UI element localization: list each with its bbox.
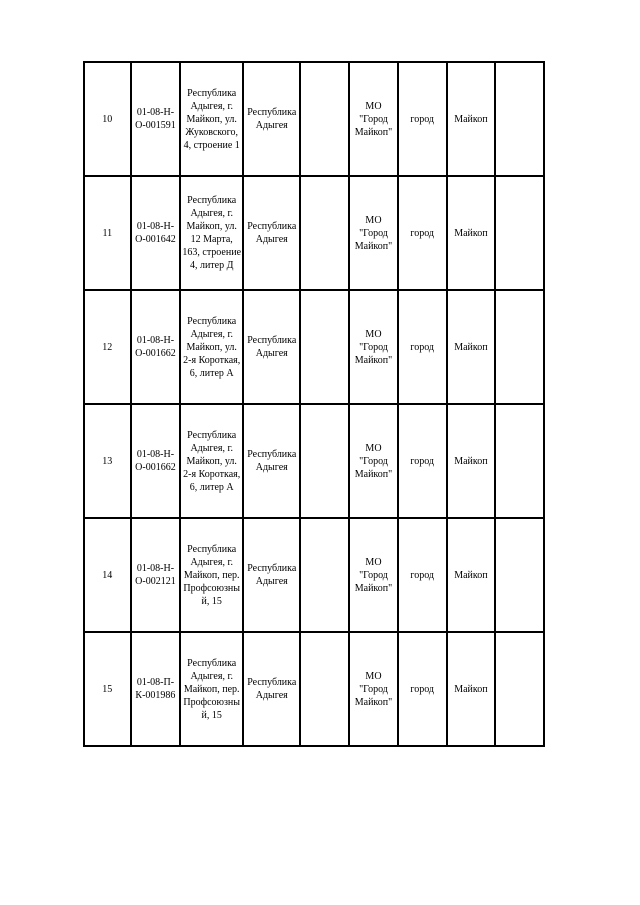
settlement-name-cell xyxy=(447,632,496,746)
empty-cell xyxy=(495,404,544,518)
table-row xyxy=(84,290,544,404)
address-cell xyxy=(180,518,243,632)
row-number: 13 xyxy=(102,455,113,467)
empty-cell xyxy=(495,632,544,746)
settlement-name: Майкоп xyxy=(454,341,488,353)
row-number-cell xyxy=(84,290,131,404)
region-cell xyxy=(243,62,300,176)
settlement-name: Майкоп xyxy=(454,569,488,581)
region-cell xyxy=(243,290,300,404)
table-row xyxy=(84,404,544,518)
address-cell xyxy=(180,404,243,518)
object-code: 01-08-Н-О-002121 xyxy=(135,563,176,587)
region-cell xyxy=(243,518,300,632)
table-row xyxy=(84,62,544,176)
object-code: 01-08-Н-О-001591 xyxy=(135,107,176,131)
municipality-cell xyxy=(349,290,398,404)
municipality: МО "Город Майкоп" xyxy=(354,442,393,480)
settlement-type: город xyxy=(410,569,435,581)
row-number-cell xyxy=(84,62,131,176)
address-cell xyxy=(180,176,243,290)
table-row xyxy=(84,632,544,746)
address: Республика Адыгея, г. Майкоп, пер. Профсоюзный, 15 xyxy=(183,657,241,721)
object-code: 01-08-П-К-001986 xyxy=(135,677,176,701)
region-cell xyxy=(243,632,300,746)
region-cell xyxy=(243,176,300,290)
municipality-cell xyxy=(349,518,398,632)
settlement-name-cell xyxy=(447,290,496,404)
region: Республика Адыгея xyxy=(247,563,297,587)
address-cell xyxy=(180,632,243,746)
region: Республика Адыгея xyxy=(247,335,297,359)
settlement-type: город xyxy=(410,227,435,239)
empty-cell xyxy=(495,176,544,290)
object-code: 01-08-Н-О-001662 xyxy=(135,449,176,473)
address-cell xyxy=(180,62,243,176)
address: Республика Адыгея, г. Майкоп, ул. 12 Марта, 163, строение 4, литер Д xyxy=(182,195,242,271)
region: Республика Адыгея xyxy=(247,221,297,245)
settlement-name: Майкоп xyxy=(454,683,488,695)
settlement-type-cell xyxy=(398,404,447,518)
address-cell xyxy=(180,290,243,404)
settlement-name-cell xyxy=(447,518,496,632)
address: Республика Адыгея, г. Майкоп, ул. 2-я Короткая, 6, литер А xyxy=(183,315,241,379)
settlement-name-cell xyxy=(447,62,496,176)
settlement-type-cell xyxy=(398,176,447,290)
settlement-type-cell xyxy=(398,62,447,176)
region-cell xyxy=(243,404,300,518)
row-number-cell xyxy=(84,632,131,746)
empty-cell xyxy=(495,518,544,632)
empty-cell xyxy=(495,62,544,176)
row-number: 10 xyxy=(102,113,113,125)
municipality: МО "Город Майкоп" xyxy=(354,214,393,252)
address: Республика Адыгея, г. Майкоп, ул. Жуковского, 4, строение 1 xyxy=(183,87,240,151)
settlement-type-cell xyxy=(398,518,447,632)
settlement-name: Майкоп xyxy=(454,455,488,467)
settlement-type-cell xyxy=(398,290,447,404)
row-number-cell xyxy=(84,404,131,518)
empty-cell xyxy=(300,404,349,518)
empty-cell xyxy=(300,176,349,290)
municipality: МО "Город Майкоп" xyxy=(354,328,393,366)
address: Республика Адыгея, г. Майкоп, пер. Профсоюзный, 15 xyxy=(183,543,241,607)
row-number: 15 xyxy=(102,683,113,695)
table-row xyxy=(84,176,544,290)
table-row xyxy=(84,518,544,632)
settlement-name-cell xyxy=(447,176,496,290)
empty-cell xyxy=(495,290,544,404)
empty-cell xyxy=(300,632,349,746)
municipality-cell xyxy=(349,632,398,746)
settlement-name: Майкоп xyxy=(454,113,488,125)
settlement-type-cell xyxy=(398,632,447,746)
settlement-type: город xyxy=(410,113,435,125)
region: Республика Адыгея xyxy=(247,677,297,701)
municipality-cell xyxy=(349,404,398,518)
empty-cell xyxy=(300,290,349,404)
row-number-cell xyxy=(84,176,131,290)
region: Республика Адыгея xyxy=(247,107,297,131)
object-code-cell xyxy=(131,176,181,290)
settlement-type: город xyxy=(410,341,435,353)
region: Республика Адыгея xyxy=(247,449,297,473)
object-code-cell xyxy=(131,632,181,746)
object-code: 01-08-Н-О-001662 xyxy=(135,335,176,359)
object-code-cell xyxy=(131,518,181,632)
settlement-type: город xyxy=(410,683,435,695)
municipality-cell xyxy=(349,62,398,176)
row-number: 12 xyxy=(102,341,113,353)
municipality: МО "Город Майкоп" xyxy=(354,100,393,138)
municipality-cell xyxy=(349,176,398,290)
empty-cell xyxy=(300,518,349,632)
settlement-type: город xyxy=(410,455,435,467)
municipality: МО "Город Майкоп" xyxy=(354,556,393,594)
settlement-name: Майкоп xyxy=(454,227,488,239)
empty-cell xyxy=(300,62,349,176)
municipality: МО "Город Майкоп" xyxy=(354,670,393,708)
registry-table xyxy=(83,61,545,747)
object-code: 01-08-Н-О-001642 xyxy=(135,221,176,245)
object-code-cell xyxy=(131,62,181,176)
settlement-name-cell xyxy=(447,404,496,518)
row-number: 14 xyxy=(102,569,113,581)
row-number-cell xyxy=(84,518,131,632)
object-code-cell xyxy=(131,290,181,404)
object-code-cell xyxy=(131,404,181,518)
address: Республика Адыгея, г. Майкоп, ул. 2-я Короткая, 6, литер А xyxy=(183,429,241,493)
row-number: 11 xyxy=(102,227,113,239)
